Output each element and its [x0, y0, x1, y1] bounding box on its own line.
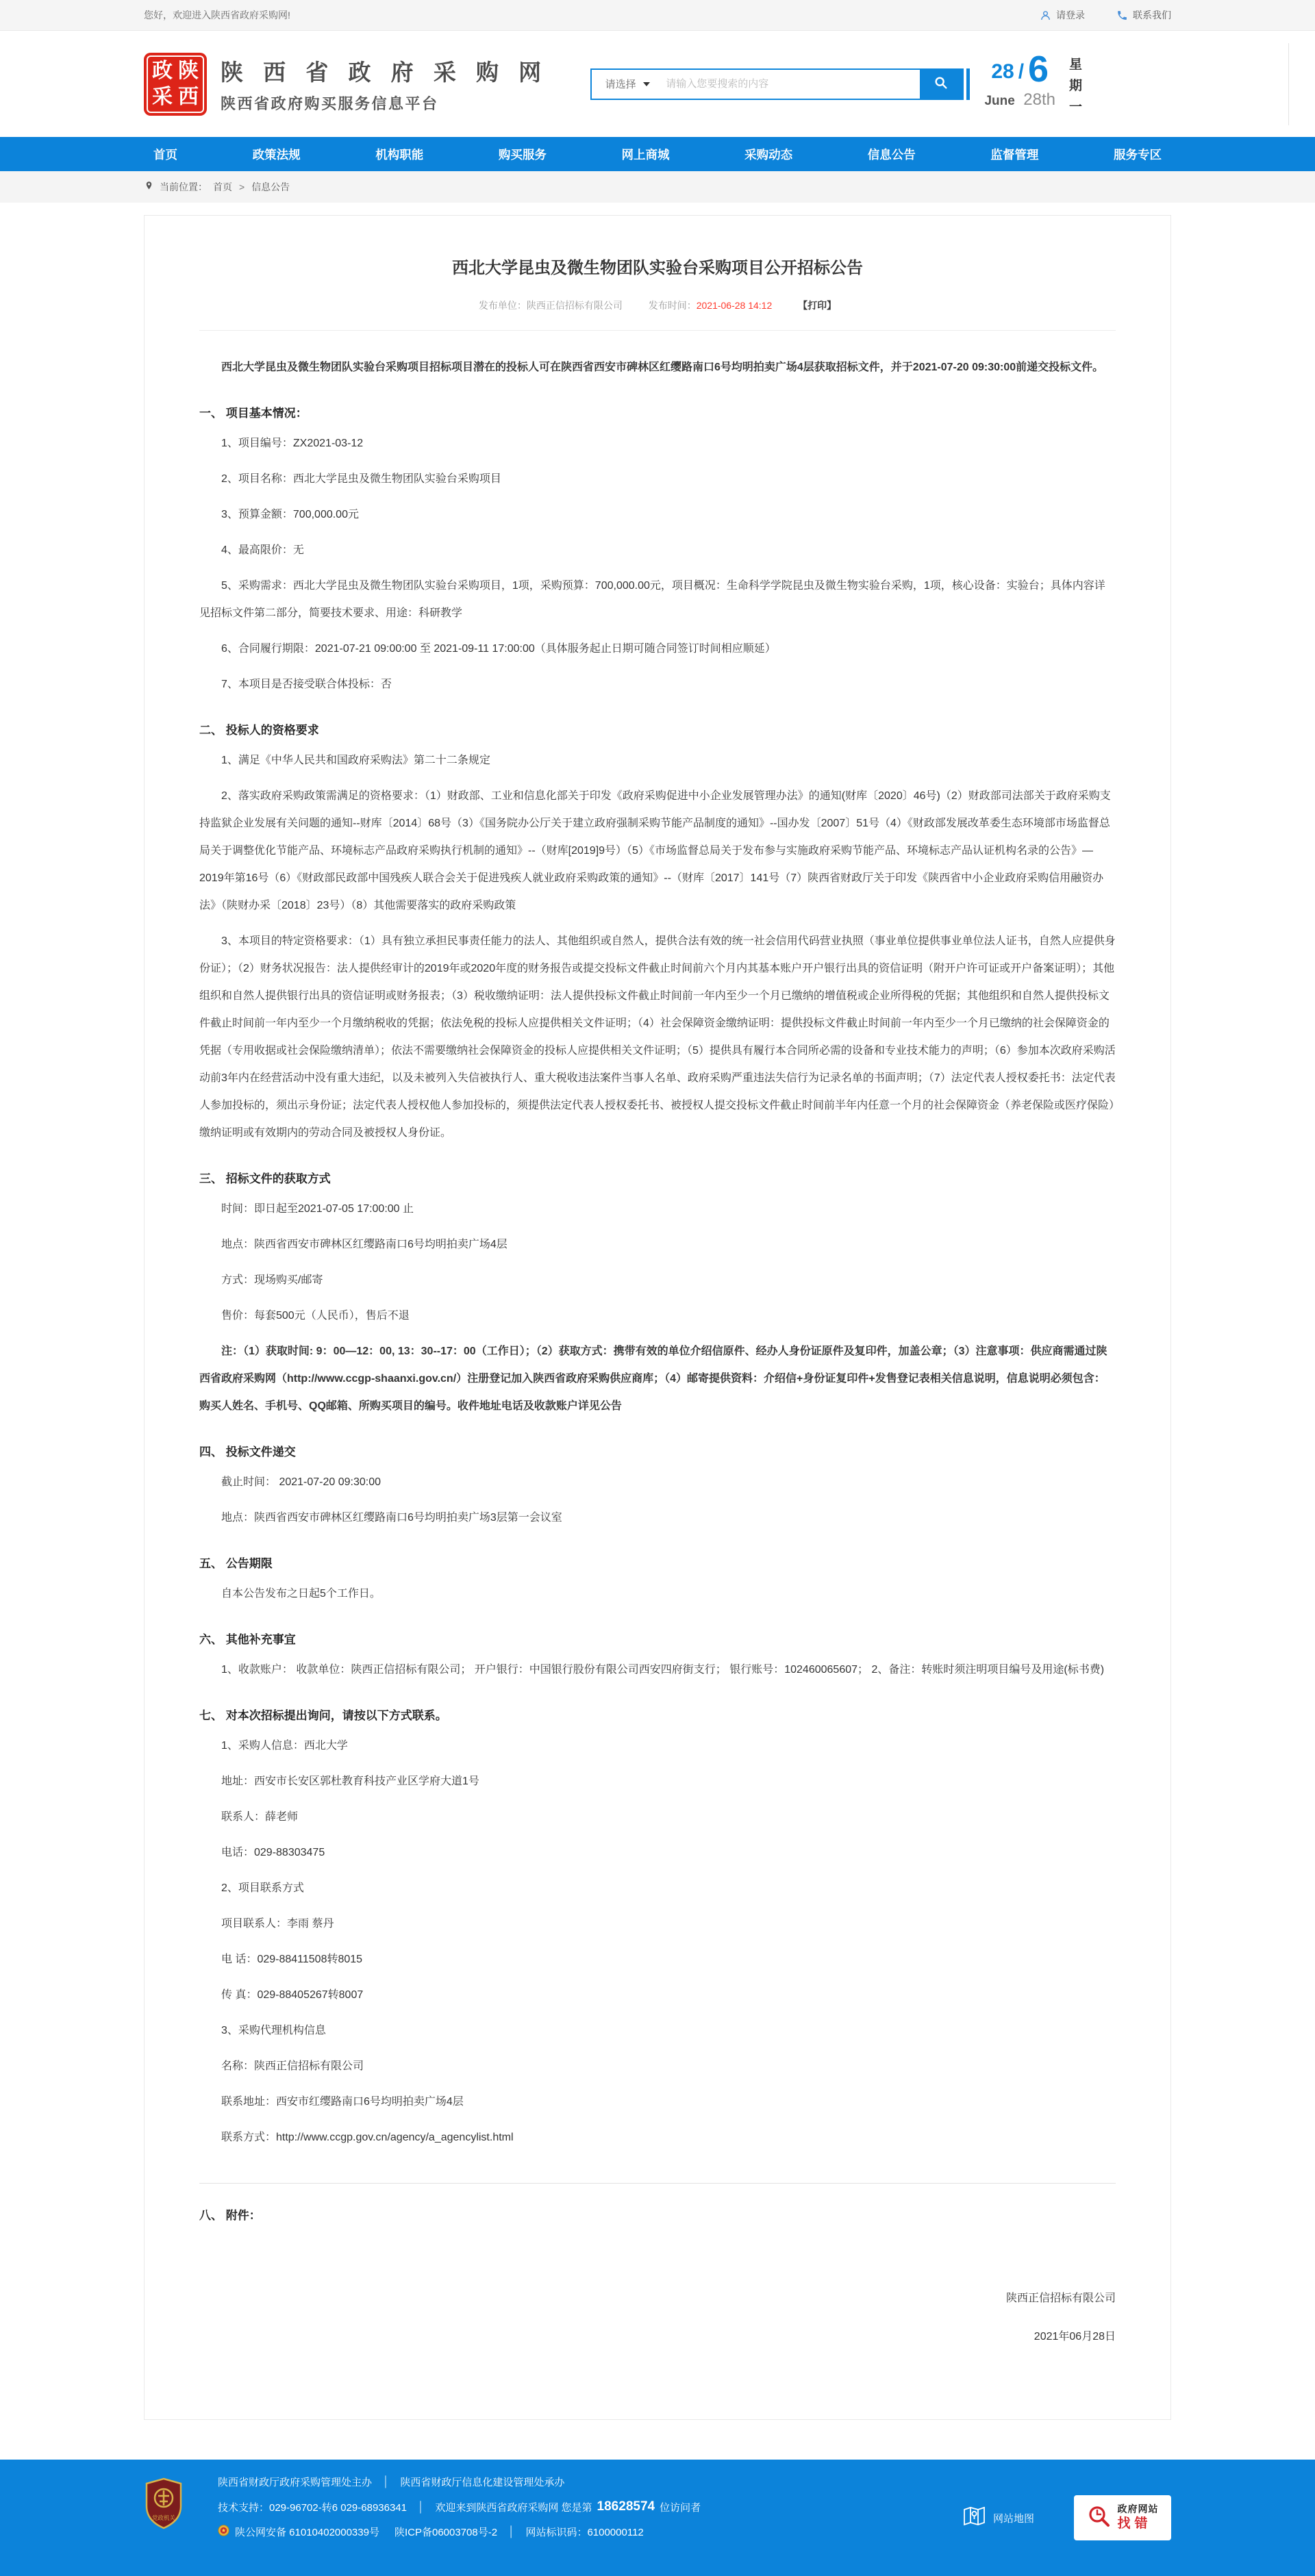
- article-block: [199, 2183, 1116, 2184]
- article-block: 联系地址：西安市红缨路南口6号均明拍卖广场4层: [221, 2096, 464, 2108]
- footer-welcome: 欢迎来到陕西省政府采购网 您是第: [435, 2501, 592, 2514]
- footer-co-organizer: 陕西省财政厅信息化建设管理处承办: [400, 2477, 565, 2488]
- article-block: 地址：西安市长安区郭杜教育科技产业区学府大道1号: [221, 1776, 479, 1787]
- government-emblem-icon[interactable]: [144, 2477, 184, 2533]
- article-block: 2、项目联系方式: [221, 1882, 304, 1894]
- logo-char: 采: [152, 86, 173, 108]
- breadcrumb-current[interactable]: 信息公告: [251, 181, 290, 192]
- article-block: 七、 对本次招标提出询问，请按以下方式联系。: [199, 1709, 447, 1722]
- site-name: 陕 西 省 政 府 采 购 网: [221, 59, 549, 85]
- article-block: 3、采购代理机构信息: [221, 2025, 326, 2036]
- article-block: 1、项目编号：ZX2021-03-12: [221, 438, 364, 449]
- date-day-ordinal: 28th: [1023, 90, 1055, 109]
- logo-char: 陕: [178, 60, 199, 82]
- nav-item[interactable]: 政策法规: [252, 147, 301, 162]
- search-input[interactable]: [663, 70, 920, 99]
- article-block: 6、合同履行期限：2021-07-21 09:00:00 至 2021-09-11 17:00:00（具体服务起止日期可随合同签订时间相应顺延）: [221, 643, 776, 655]
- breadcrumb-separator: >: [239, 181, 245, 192]
- public-security-filing-link[interactable]: 陕公网安备 61010402000339号: [218, 2525, 379, 2539]
- publish-time-value: 2021-06-28 14:12: [696, 300, 773, 311]
- header: [0, 31, 1315, 137]
- site-logo[interactable]: [144, 53, 207, 116]
- visitor-suffix: 位访问者: [660, 2501, 701, 2514]
- phone-icon: [1116, 10, 1128, 21]
- article-block: 四、 投标文件递交: [199, 1445, 296, 1459]
- article-block: 2021年06月28日: [1034, 2331, 1116, 2343]
- article-block: 5、采购需求：西北大学昆虫及微生物团队实验台采购项目，1项，采购预算：700,000.00元，项目概况：生命科学学院昆虫及微生物实验台采购，1项，核心设备：实验台；具体内容详见招标文件第二部分，简要技术要求、用途：科研教学: [199, 580, 1105, 619]
- article-block: 1、满足《中华人民共和国政府采购法》第二十二条规定: [221, 755, 490, 766]
- nav-item[interactable]: 监督管理: [990, 147, 1039, 162]
- date-month: 6: [1028, 49, 1049, 90]
- contact-link[interactable]: [1116, 8, 1171, 22]
- article-block: 3、本项目的特定资格要求：（1）具有独立承担民事责任能力的法人、其他组织或自然人，提供合法有效的统一社会信用代码营业执照（事业单位提供事业单位法人证书，自然人应提供身份证）；（2）财务状况报告：法人提供经审计的2019年或2020年度的财务报告或提交投标文件截止时间前六个月内其基本账户开户银行出具的资信证明（附开户许可证或开户备案证明）；其他组织和自然人提供银行出具的资信证明或财务报表；（3）税收缴纳证明：法人提供投标文件截止时间前一年内至少一个月已缴纳的增值税或企业所得税的凭据；其他组织和自然人提供投标文件截止时间前一年内至少一个月缴纳税收的凭据；依法免税的投标人应提供相关文件证明；（4）社会保障资金缴纳证明：提供投标文件截止时间前一年内至少一个月已缴纳的社会保障资金的凭据（专用收据或社会保险缴纳清单）；依法不需要缴纳社会保障资金的投标人应提供相关文件证明；（5）提供具有履行本合同所必需的设备和专业技术能力的声明；（6）参加本次政府采购活动前3年内在经营活动中没有重大违纪，以及未被列入失信被执行人、重大税收违法案件当事人名单、政府采购严重违法失信行为记录名单的书面声明；（7）法定代表人授权委托书：法定代表人参加投标的，须出示身份证；法定代表人授权他人参加投标的，须提供法定代表人授权委托书、被授权人提交投标文件截止时间前半年内任意一个月的社会保障资金（养老保险或医疗保险）缴纳证明或有效期内的劳动合同及被授权人身份证。: [199, 935, 1116, 1139]
- page-title: 西北大学昆虫及微生物团队实验台采购项目公开招标公告: [452, 259, 863, 277]
- sitemap-link[interactable]: [963, 2506, 1034, 2529]
- article-block: 二、 投标人的资格要求: [199, 724, 319, 737]
- police-badge-icon: [218, 2525, 229, 2539]
- print-button[interactable]: 【打印】: [798, 300, 837, 311]
- article-block: 五、 公告期限: [199, 1557, 273, 1570]
- article-block: 3、预算金额：700,000.00元: [221, 509, 359, 520]
- search-button[interactable]: [920, 70, 962, 99]
- meta-divider: [199, 330, 1116, 331]
- login-label: 请登录: [1056, 10, 1085, 21]
- article-block: 三、 招标文件的获取方式: [199, 1172, 331, 1185]
- search-accent-bar: [966, 68, 970, 100]
- footer-tech-support: 技术支持：029-96702-转6 029-68936341: [218, 2501, 407, 2514]
- article-block: 2、项目名称：西北大学昆虫及微生物团队实验台采购项目: [221, 473, 501, 485]
- article-block: 自本公告发布之日起5个工作日。: [221, 1588, 381, 1600]
- nav-item[interactable]: 首页: [153, 147, 177, 162]
- footer-organizer: 陕西省财政厅政府采购管理处主办: [218, 2477, 373, 2488]
- nav-item[interactable]: 机构职能: [375, 147, 424, 162]
- publisher-label: 发布单位：: [478, 300, 527, 311]
- article-block: 7、本项目是否接受联合体投标：否: [221, 679, 392, 690]
- footer-text: 陕西省财政厅政府采购管理处主办 │ 陕西省财政厅信息化建设管理处承办 技术支持：029-96702-转6 029-68936341 │ 欢迎来到陕西省政府采购网 您是第 18628574 位访问者 陕公网安备 61010402000339号 陕ICP备06003708号-2 │ 网站标识码：6100000112: [218, 2476, 701, 2538]
- weekday: 星 期 一: [1068, 58, 1082, 114]
- nav-item[interactable]: 采购动态: [744, 147, 793, 162]
- breadcrumb: [144, 171, 1171, 203]
- svg-text:党政机关: 党政机关: [151, 2515, 176, 2522]
- badge-find-error-label: 找错: [1117, 2516, 1152, 2531]
- article-block: 联系人：薛老师: [221, 1811, 299, 1823]
- nav-item[interactable]: 网上商城: [621, 147, 670, 162]
- announcement-card: [144, 215, 1171, 2420]
- article-block: 4、最高限价：无: [221, 544, 304, 556]
- article-block: 注：（1）获取时间: 9：00—12：00, 13：30--17：00（工作日）；（2）获取方式：携带有效的单位介绍信原件、经办人身份证原件及复印件，加盖公章；（3）注意事项：供应商需通过陕西省政府采购网（http://www.ccgp-shaanxi.gov.cn/）注册登记加入陕西省政府采购供应商库；（4）邮寄提供资料：介绍信+身份证复印件+发售登记表相关信息说明，信息说明必须包含：购买人姓名、手机号、QQ邮箱、所购买项目的编号。收件地址电话及收款账户详见公告: [199, 1346, 1107, 1412]
- site-titles: [221, 55, 548, 114]
- article-block: 电话：029-88303475: [221, 1847, 325, 1858]
- user-icon: [1040, 10, 1051, 21]
- article-block: 名称：陕西正信招标有限公司: [221, 2060, 364, 2072]
- login-link[interactable]: [1040, 8, 1085, 22]
- article-block: 截止时间： 2021-07-20 09:30:00: [221, 1476, 381, 1488]
- article-block: 地点：陕西省西安市碑林区红缨路南口6号均明拍卖广场4层: [221, 1239, 508, 1250]
- sitemap-icon: [963, 2506, 986, 2529]
- date-widget: [984, 49, 1171, 115]
- article-block: 项目联系人：李雨 蔡丹: [221, 1918, 334, 1930]
- publish-time-label: 发布时间：: [648, 300, 697, 311]
- article-block: 一、 项目基本情况：: [199, 407, 308, 420]
- contact-label: 联系我们: [1133, 10, 1171, 21]
- date-day: 28: [991, 60, 1014, 83]
- search-icon: [934, 75, 949, 92]
- nav-item[interactable]: 信息公告: [867, 147, 916, 162]
- chevron-down-icon: [643, 82, 650, 86]
- badge-gov-site-label: 政府网站: [1117, 2503, 1159, 2515]
- article-block: 售价：每套500元（人民币），售后不退: [221, 1310, 410, 1322]
- article-block: 电 话：029-88411508转8015: [221, 1954, 363, 1965]
- topbar: [0, 0, 1315, 31]
- breadcrumb-bar: [0, 171, 1315, 203]
- article-block: 2、落实政府采购政策需满足的资格要求：（1）财政部、工业和信息化部关于印发《政府采购促进中小企业发展管理办法》的通知(财库〔2020〕46号)（2）财政部司法部关于政府采购支持监狱企业发展有关问题的通知--财库〔2014〕68号（3）《国务院办公厅关于建立政府强制采购节能产品制度的通知》--国办发〔2007〕51号（4）《财政部发展改革委生态环境部市场监督总局关于调整优化节能产品、环境标志产品政府采购执行机制的通知》--（财库[2019]9号）（5）《市场监督总局关于发布参与实施政府采购节能产品、环境标志产品认证机构名录的公告》—2019年第16号（6）《财政部民政部中国残疾人联合会关于促进残疾人就业政府采购政策的通知》--（财库〔2017〕141号（7）陕西省财政厅关于印发《陕西省中小企业政府采购信用融资办法》（陕财办采〔2018〕23号）（8）其他需要落实的政府采购政策: [199, 790, 1111, 911]
- article-block: 1、采购人信息：西北大学: [221, 1740, 348, 1752]
- nav-item[interactable]: 服务专区: [1114, 147, 1162, 162]
- logo-char: 西: [178, 86, 199, 108]
- nav-item[interactable]: 购买服务: [498, 147, 547, 162]
- search-zone: [590, 68, 970, 100]
- footer: [0, 2460, 1315, 2576]
- article-block: 方式：现场购买/邮寄: [221, 1274, 323, 1286]
- sitemap-label: 网站地图: [992, 2512, 1034, 2525]
- date-separator: /: [1018, 60, 1025, 83]
- article-block: 1、收款账户： 收款单位：陕西正信招标有限公司； 开户银行：中国银行股份有限公司西安四府街支行； 银行账号：102460065607； 2、备注：转账时须注明项目编号及用途(标书费): [221, 1664, 1105, 1676]
- logo-char: 政: [152, 60, 173, 82]
- date-month-en: June: [984, 93, 1015, 108]
- article-block: 地点：陕西省西安市碑林区红缨路南口6号均明拍卖广场3层第一会议室: [221, 1512, 562, 1524]
- publisher-value: 陕西正信招标有限公司: [526, 300, 623, 311]
- welcome-text: 您好，欢迎进入陕西省政府采购网!: [144, 10, 290, 21]
- site-subtitle: 陕西省政府购买服务信息平台: [221, 94, 439, 112]
- error-finder-icon: [1087, 2504, 1112, 2532]
- gov-site-error-report-badge[interactable]: [1074, 2495, 1171, 2540]
- breadcrumb-label: 当前位置：: [160, 181, 208, 192]
- main-nav: [0, 137, 1315, 171]
- site-code: 网站标识码：6100000112: [525, 2527, 644, 2538]
- article-block: 陕西正信招标有限公司: [1005, 2293, 1116, 2304]
- article-block: 八、 附件：: [199, 2209, 261, 2222]
- breadcrumb-home[interactable]: 首页: [213, 181, 232, 192]
- header-divider: [1288, 43, 1289, 125]
- search-category-select[interactable]: 请选择: [592, 70, 663, 99]
- icp-filing-link[interactable]: 陕ICP备06003708号-2: [394, 2527, 498, 2538]
- article-meta: [199, 299, 1116, 312]
- location-pin-icon: [144, 181, 154, 193]
- article-block: 联系方式：http://www.ccgp.gov.cn/agency/a_agencylist.html: [221, 2132, 514, 2143]
- article-block: 西北大学昆虫及微生物团队实验台采购项目招标项目潜在的投标人可在陕西省西安市碑林区红缨路南口6号均明拍卖广场4层获取招标文件，并于2021-07-20 09:30:00前递交投标文件。: [221, 362, 1104, 373]
- visitor-count: 18628574: [597, 2499, 655, 2514]
- article-block: 传 真：029-88405267转8007: [221, 1989, 364, 2001]
- article-block: 时间：即日起至2021-07-05 17:00:00 止: [221, 1203, 414, 1215]
- article-body: [199, 354, 1116, 2348]
- article-block: 六、 其他补充事宜: [199, 1633, 296, 1646]
